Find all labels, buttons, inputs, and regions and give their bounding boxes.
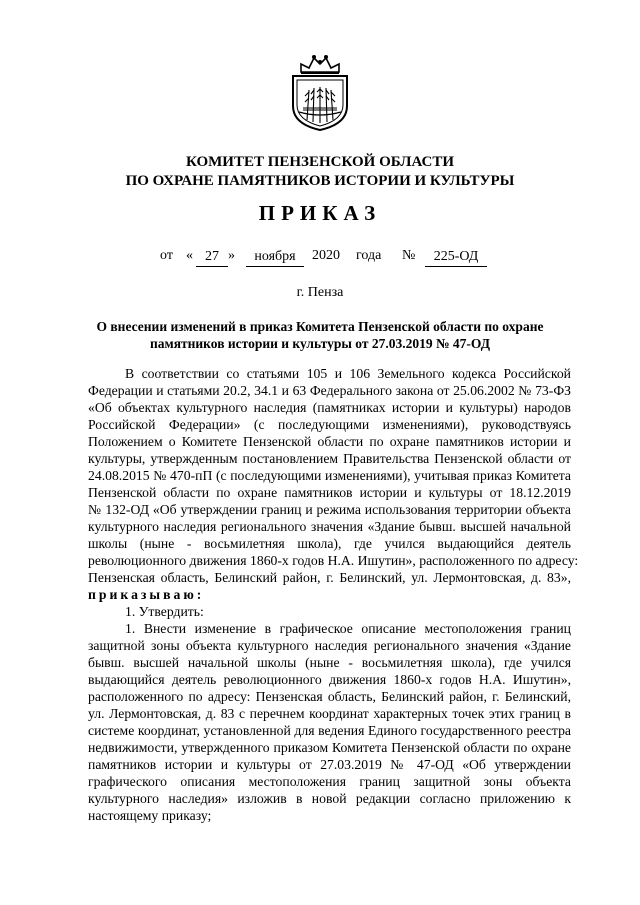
body-line: Российской Федерации» (с последующими изменениями), руководствуясь xyxy=(88,417,571,432)
item-1: 1. Утвердить: xyxy=(125,604,204,619)
item-line: ул. Лермонтовская, д. 83 с перечнем координат характерных точек этих границ в xyxy=(88,706,571,721)
subject-line2: памятников истории и культуры от 27.03.2019 № 47-ОД xyxy=(149,336,491,351)
body-line: культуры, утвержденным постановлением Правительства Пензенской области от xyxy=(88,451,571,466)
body-line: школы (ныне - восьмилетняя школа), где учился выдающийся деятель xyxy=(88,536,571,551)
item-line: недвижимости, утвержденного приказом Комитета Пензенской области по охране xyxy=(88,740,571,755)
body-line: № 132-ОД «Об утверждении границ и режима использования территории объекта xyxy=(88,502,571,517)
item-line: защитной зоны объекта культурного наследия регионального значения «Здание xyxy=(88,638,571,653)
order-word: приказываю: xyxy=(88,587,205,602)
committee-name-line1: КОМИТЕТ ПЕНЗЕНСКОЙ ОБЛАСТИ xyxy=(185,154,455,170)
item-line: графического описания местоположения границ защитной зоны объекта xyxy=(88,774,571,789)
date-close-quote: » xyxy=(228,248,235,263)
item-line: выдающийся деятель революционного движения 1860-х годов Н.А. Ишутин», xyxy=(88,672,571,687)
date-from-label: от xyxy=(160,248,173,263)
date-number-line xyxy=(0,248,640,270)
document-number: 225-ОД xyxy=(425,248,487,267)
item-line: культурного наследия» изложив в новой редакции согласно приложению к xyxy=(88,791,571,806)
body-line: Положением о Комитете Пензенской области по охране памятников истории и xyxy=(88,434,571,449)
item-line: системе координат, установленной для ведения Единого государственного реестра xyxy=(88,723,571,738)
body-line: Пензенская область, Белинский район, г. Белинский, ул. Лермонтовская, д. 83», xyxy=(88,570,571,585)
item-line: памятников истории и культуры от 27.03.2019 № 47-ОД «Об утверждении xyxy=(88,757,571,772)
date-year-label: года xyxy=(356,248,382,263)
item-line: бывш. высшей начальной школы (ныне - восьмилетняя школа), где учился xyxy=(88,655,571,670)
body-line: Федерации и статьями 20.2, 34.1 и 63 Федерального закона от 25.06.2002 № 73-ФЗ xyxy=(88,383,571,398)
item-line: расположенного по адресу: Пензенская область, Белинский район, г. Белинский, xyxy=(88,689,571,704)
date-year: 2020 xyxy=(312,248,340,263)
coat-of-arms-emblem xyxy=(287,52,353,132)
item-line: 1. Внести изменение в графическое описание местоположения границ xyxy=(125,621,571,636)
city-name: г. Пенза xyxy=(296,285,344,300)
body-line: В соответствии со статьями 105 и 106 Земельного кодекса Российской xyxy=(125,366,571,381)
number-label: № xyxy=(402,248,416,263)
date-month: ноября xyxy=(246,248,304,267)
body-line: Пензенской области по охране памятников истории и культуры от 18.12.2019 xyxy=(88,485,571,500)
subject-line1: О внесении изменений в приказ Комитета Пензенской области по охране xyxy=(96,319,544,334)
committee-name-line2: ПО ОХРАНЕ ПАМЯТНИКОВ ИСТОРИИ И КУЛЬТУРЫ xyxy=(125,173,515,189)
item-line: настоящему приказу; xyxy=(88,808,212,823)
document-type-title: ПРИКАЗ xyxy=(258,201,382,225)
body-line: культурного наследия регионального значения «Здание бывш. высшей начальной xyxy=(88,519,571,534)
body-line: 24.08.2015 № 470-пП (с последующими изменениями), учитывая приказ Комитета xyxy=(88,468,571,483)
body-line: революционного движения 1860-х годов Н.А. Ишутин», расположенного по адресу: xyxy=(88,553,579,568)
date-day: 27 xyxy=(196,248,228,267)
date-open-quote: « xyxy=(186,248,193,263)
body-line: «Об объектах культурного наследия (памятниках истории и культуры) народов xyxy=(88,400,571,415)
